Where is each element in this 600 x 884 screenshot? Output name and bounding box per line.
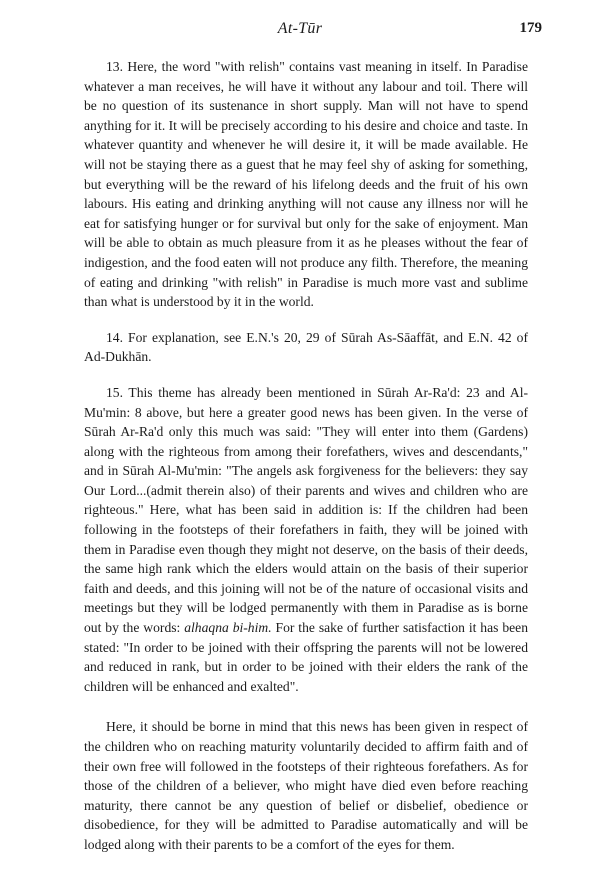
note-13: 13. Here, the word "with relish" contains vast meaning in itself. In Paradise whatever a man receives, he will have it without any labour and toil. There will be no question of its sustenance in short supply. Man will not have to spend anything for it. It will be precisely according to his desire and choice and taste. In whatever quantity and whenever he will desire it, it will be made available. He will not be staying there as a guest that he may feel shy of asking for something, but everything will be the reward of his lifelong deeds and the fruit of his own labours. His eating and drinking anything will not cause any illness nor will he eat for satisfying hunger or for survival but only for the sake of enjoyment. Man will be able to obtain as much pleasure from it as he pleases without the fear of indigestion, and the food eaten will not produce any filth. Therefore, the meaning of eating and drinking "with relish" in Paradise is much more vast and sublime than what is understood by it in the world. <box>84 59 528 310</box>
running-head <box>0 20 600 42</box>
commentary-body <box>84 57 528 855</box>
note-15 <box>84 383 528 697</box>
note-15-continued: Here, it should be borne in mind that this news has been given in respect of the children who on reaching maturity voluntarily decided to affirm faith and of their own free will followed in the footsteps of their righteous forefathers. As for those of the children of a believer, who might have died even before reaching maturity, there cannot be any question of belief or disbelief, obedience or disobedience, for they will be admitted to Paradise automatically and will be lodged along with their parents to be a comfort of the eyes for them. <box>84 719 528 852</box>
note-15-arabic-term: alhaqna bi-him. <box>184 620 272 636</box>
running-title: At-Tūr <box>277 20 323 37</box>
note-15-text-start: 15. This theme has already been mentioned in Sūrah Ar-Ra'd: 23 and Al-Mu'min: 8 above, but here a greater good news has been given. In the verse of Sūrah Ar-Ra'd only this much was said: "They will enter into them (Gardens) along with the righteous from among their forefathers, wives and descendants," and in Sūrah Al-Mu'min: "The angels ask forgiveness for the believers: they say Our Lord...(admit therein also) of their parents and wives and children who are righteous." Here, what has been said in addition is: If the children had been following in the footsteps of their forefathers in faith, they will be joined with them in Paradise even though they might not deserve, on the basis of their deeds, the same high rank which the elders would attain on the basis of their superior faith and deeds, and this joining will not be of the nature of occasional visits and meetings but they will be lodged permanently with them in Paradise as is borne out by the words: <box>84 384 528 636</box>
page-number: 179 <box>519 20 542 36</box>
note-14: 14. For explanation, see E.N.'s 20, 29 of Sūrah As-Sāaffāt, and E.N. 42 of Ad-Dukhān. <box>84 329 528 365</box>
note-15-text-end: For the sake of further satisfaction it has been stated: "In order to be joined with their offspring the parents will not be lowered and reduced in rank, but in order to be joined with their elders the rank of the children will be enhanced and exalted". <box>84 620 528 694</box>
